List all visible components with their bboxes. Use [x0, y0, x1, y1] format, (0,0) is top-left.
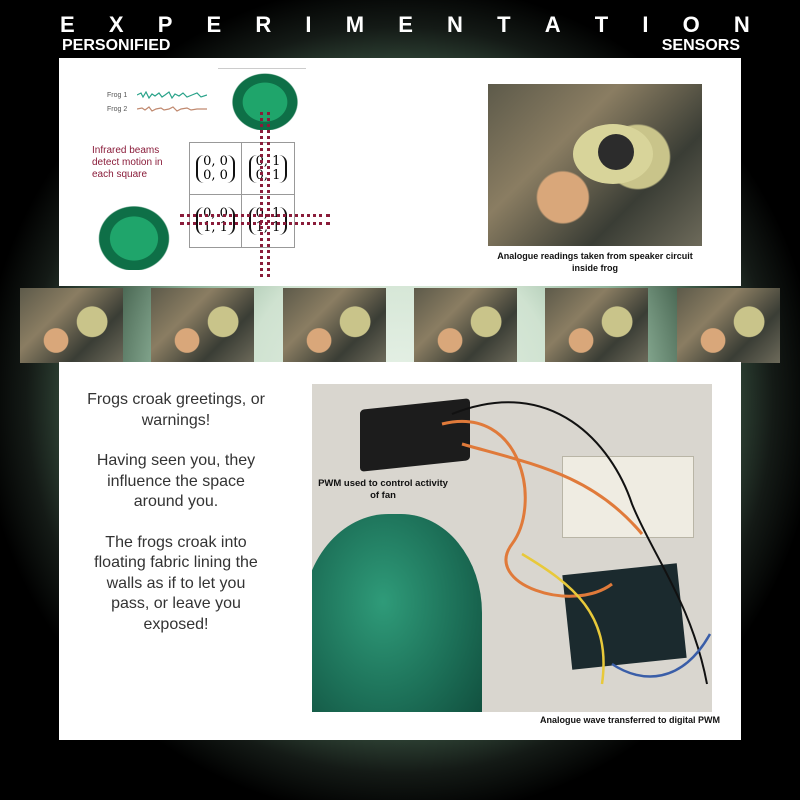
grid-cell-bottom: 1, 1	[255, 220, 281, 235]
waveform-label-frog2: Frog 2	[107, 105, 128, 113]
grid-cell-bottom: 0, 0	[203, 167, 228, 183]
page-title	[60, 14, 750, 36]
waveform-frog2-icon	[137, 105, 207, 113]
title-letter: X	[108, 12, 124, 37]
thumbnail-strip	[20, 288, 780, 364]
grid-cell-bottom: 0, 1	[255, 167, 281, 183]
grid-cell-top: 0, 0	[203, 153, 228, 169]
title-letter: I	[642, 12, 649, 37]
title-letter: M	[345, 12, 365, 37]
grid-cell-top: 0, 1	[255, 206, 281, 221]
thumbnail-photo	[20, 288, 123, 363]
poem-stanza: The frogs croak into floating fabric lining the walls as if to let you pass, or leave you exposed!	[94, 533, 258, 633]
title-letter: T	[497, 12, 511, 37]
grid-cell	[190, 195, 242, 247]
infrared-beam-horizontal	[180, 214, 330, 217]
frog-top-image	[226, 68, 304, 130]
arduino-fan-photo	[312, 384, 712, 712]
waveform-label-frog1: Frog 1	[107, 91, 128, 99]
infrared-beam-horizontal	[180, 222, 330, 225]
title-letter: N	[733, 12, 750, 37]
speaker-caption: Analogue readings taken from speaker circuit inside frog	[497, 251, 693, 273]
grid-cell-top: 0, 0	[203, 206, 228, 221]
frog-left-image	[92, 200, 176, 270]
title-letter: T	[594, 12, 609, 37]
thumbnail-photo	[414, 288, 517, 363]
motion-grid	[189, 142, 295, 248]
title-letter: E	[60, 12, 75, 37]
title-letter: E	[206, 12, 222, 37]
subtitle-personified: PERSONIFIED	[62, 37, 171, 54]
waveform-row-frog2	[107, 102, 207, 116]
waveform-frog1-icon	[137, 91, 207, 99]
grid-cell-top: 0, 1	[255, 153, 281, 169]
thumbnail-photo	[677, 288, 780, 363]
title-letter: I	[305, 12, 312, 37]
subtitle-sensors: SENSORS	[661, 37, 740, 54]
grid-cell	[190, 143, 242, 195]
grid-cell-bottom: 1, 1	[203, 220, 228, 235]
title-letter: O	[682, 12, 700, 37]
title-letter: A	[544, 12, 561, 37]
infrared-beam-vertical	[260, 112, 263, 277]
title-letter: P	[157, 12, 173, 37]
poem-stanza: Frogs croak greetings, or warnings!	[87, 391, 265, 429]
title-letter: N	[447, 12, 463, 37]
title-letter: R	[255, 12, 272, 37]
thumbnail-photo	[545, 288, 648, 363]
thumbnail-photo	[283, 288, 386, 363]
waveform-row-frog1	[107, 88, 207, 102]
poem-text	[86, 390, 266, 655]
waveform-legend	[107, 88, 207, 116]
frog-body-icon	[312, 514, 482, 712]
infrared-note: Infrared beams detect motion in each square	[92, 145, 163, 180]
pwm-fan-caption: PWM used to control activity of fan	[318, 478, 448, 501]
poem-stanza: Having seen you, they influence the space around you.	[96, 452, 256, 510]
wave-caption: Analogue wave transferred to digital PWM	[539, 715, 721, 725]
infrared-beam-vertical	[267, 112, 270, 277]
divider	[218, 68, 306, 69]
thumbnail-photo	[151, 288, 254, 363]
title-letter: E	[398, 12, 413, 37]
speaker-circuit-photo	[488, 84, 702, 246]
